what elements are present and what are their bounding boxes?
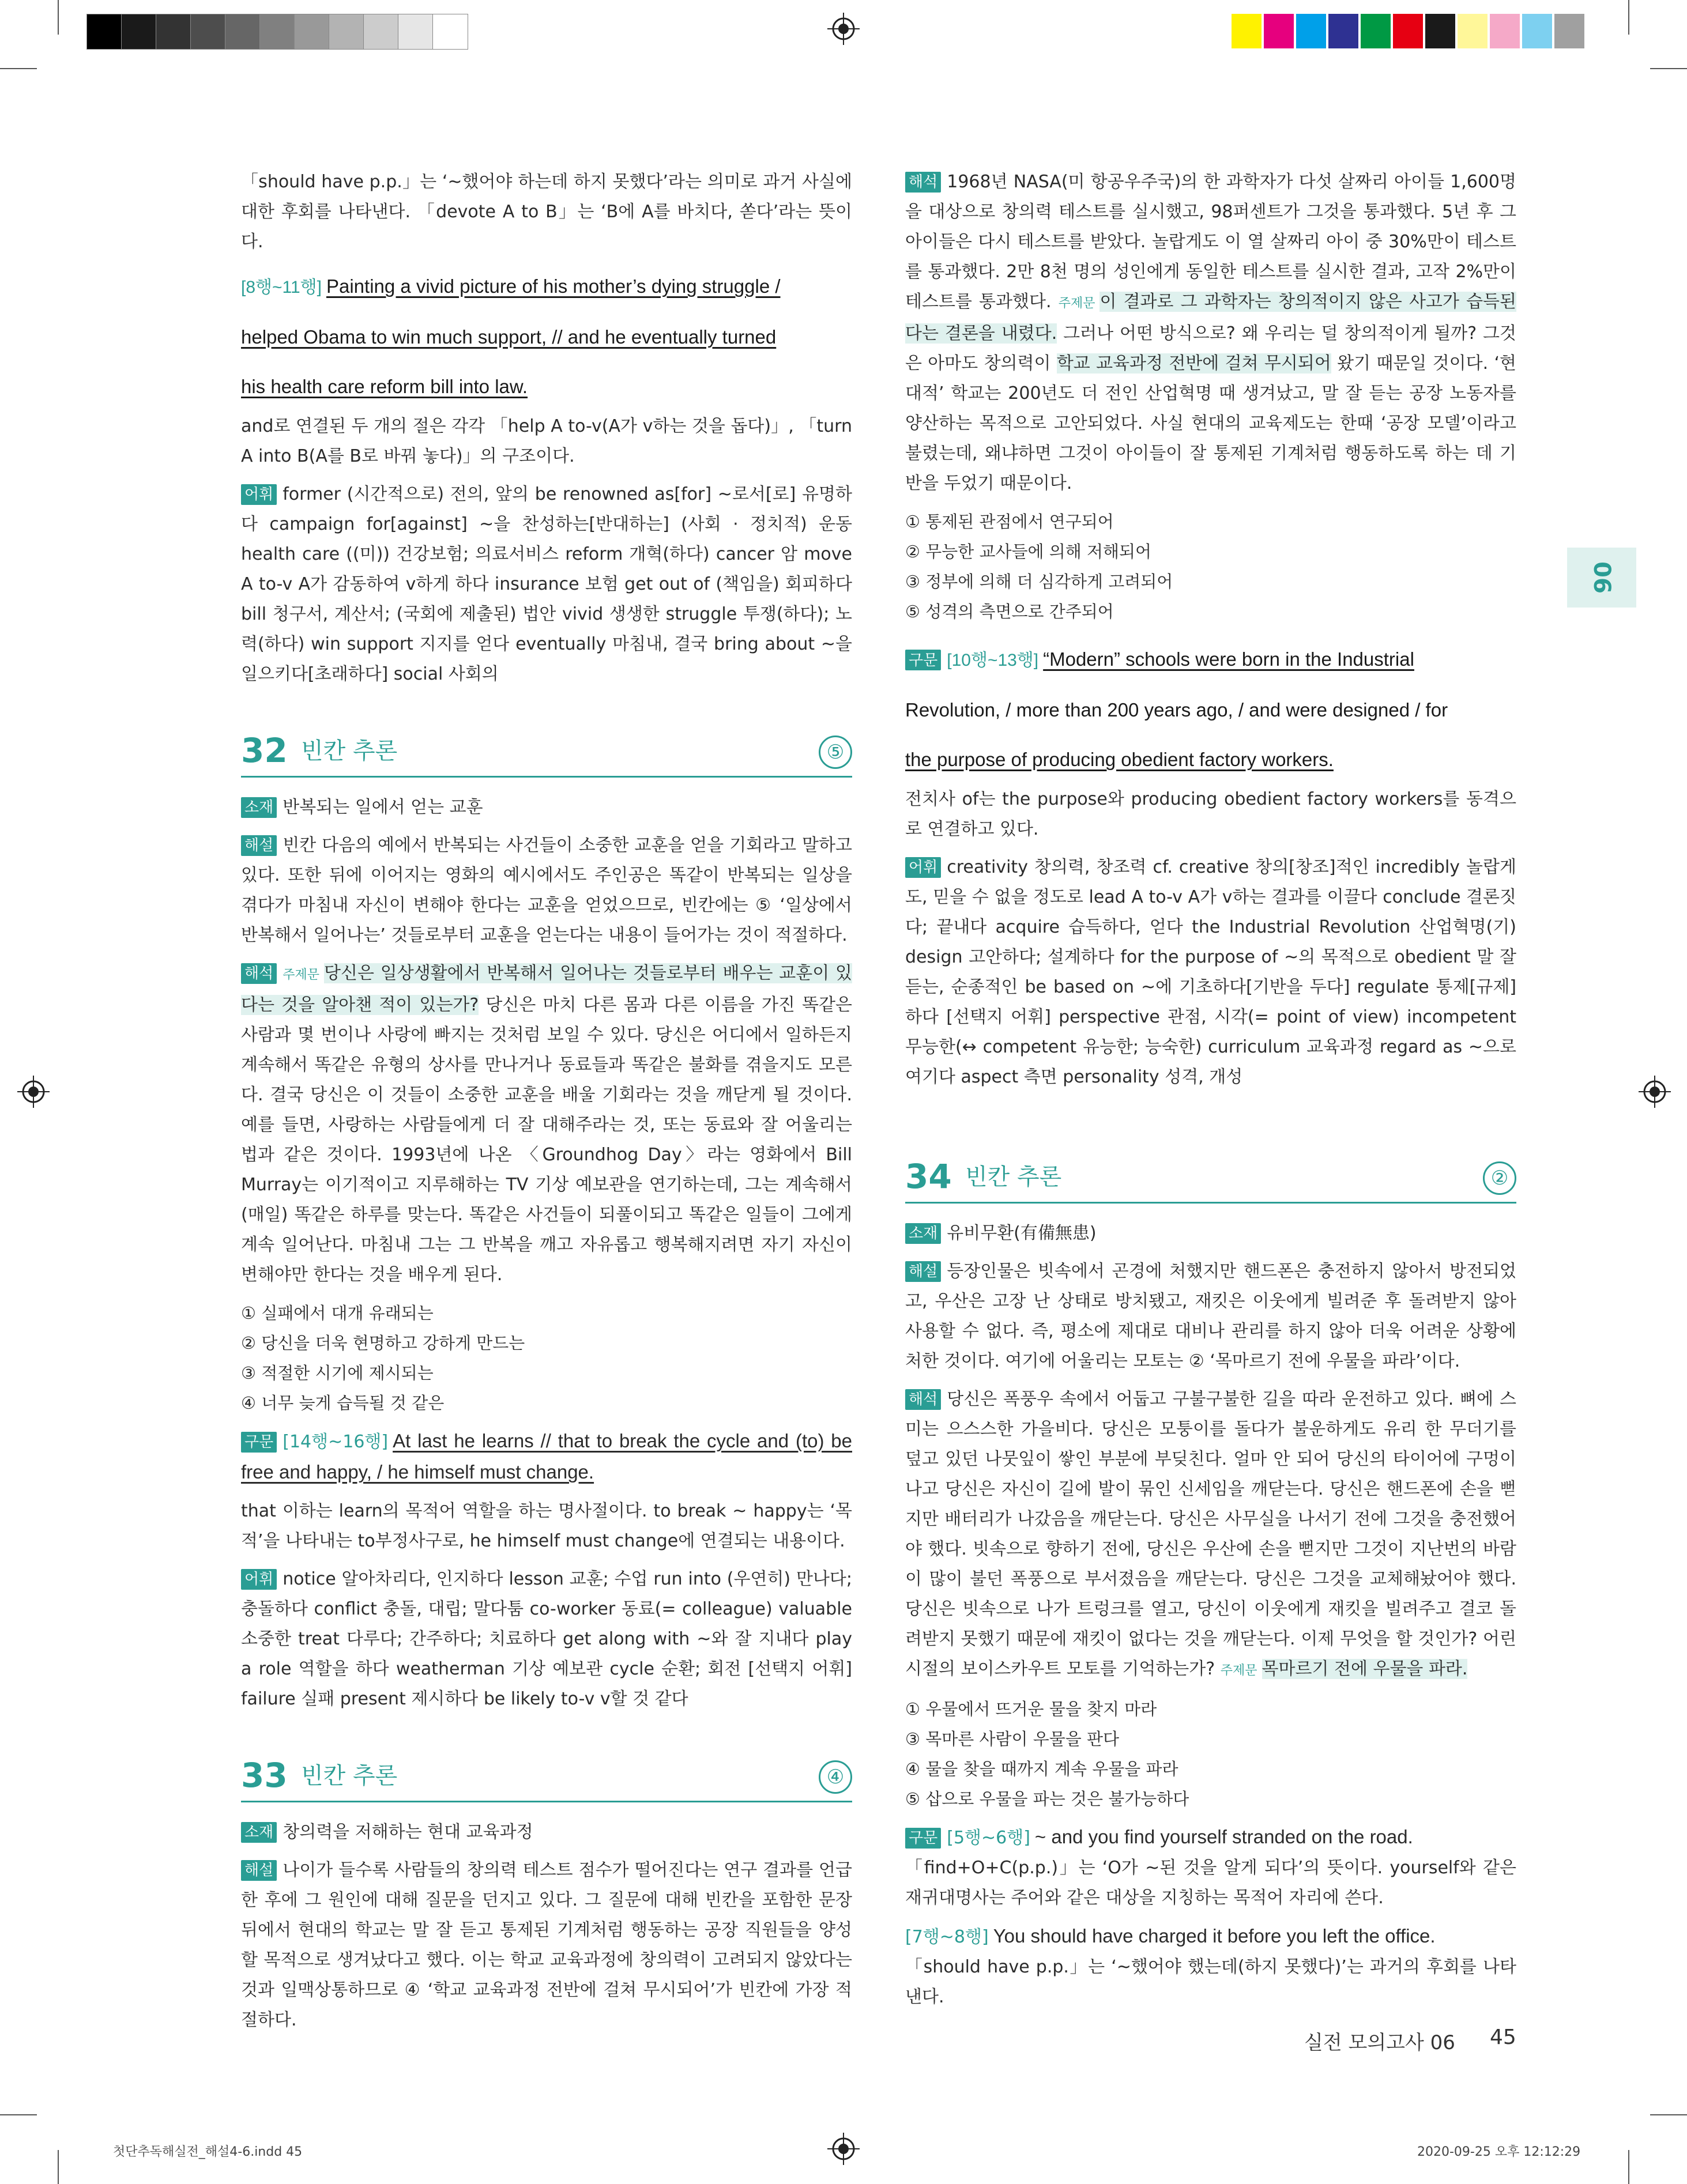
structure-line: the purpose of producing obedient factory workers. xyxy=(905,749,1334,770)
color-swatch xyxy=(1554,14,1584,48)
crop-mark xyxy=(1628,0,1629,35)
section-title: 빈칸 추론 xyxy=(965,1164,1062,1190)
section-title: 빈칸 추론 xyxy=(301,1763,398,1789)
option-list xyxy=(241,1298,852,1418)
right-column xyxy=(905,167,1516,2020)
crop-mark xyxy=(1650,2114,1687,2115)
structure-analysis-8-11 xyxy=(241,262,852,412)
answer-badge: ② xyxy=(1483,1161,1516,1195)
topic-line xyxy=(241,793,852,823)
registration-mark-bottom-icon xyxy=(827,2133,860,2165)
line-reference: [10행~13행] xyxy=(947,651,1039,670)
registration-mark-top-icon xyxy=(827,13,860,45)
grammar-explanation: 전치사 of는 the purpose와 producing obedient factory workers를 동격으로 연결하고 있다. xyxy=(905,789,1516,839)
grammar-explanation: 「should have p.p.」는 ‘~했어야 했는데(하지 못했다)’는 과거의 후회를 나타낸다. xyxy=(905,1957,1516,2007)
explanation-text: 빈칸 다음의 예에서 반복되는 사건들이 소중한 교훈을 얻을 기회라고 말하고 있다. 또한 뒤에 이어지는 영화의 예시에서도 주인공은 똑같이 반복되는 일상을 겪다가 마침내 자신이 변해야 한다는 교훈을 얻었으므로, 빈칸에는 ⑤ ‘일상에서 반복해서 일어나는’ 것들로부터 교훈을 얻는다는 내용이 들어가는 것이 적절하다. xyxy=(241,835,852,945)
topic-sentence-mark: 주제문 xyxy=(283,968,319,982)
registration-mark-right-icon xyxy=(1639,1076,1671,1108)
section-33-header xyxy=(241,1749,852,1802)
color-swatch xyxy=(1361,14,1391,48)
gray-swatch xyxy=(156,14,191,50)
structure-analysis-10-13 xyxy=(905,635,1516,784)
translation xyxy=(905,1385,1516,1686)
explanation-text: 등장인물은 빗속에서 곤경에 처했지만 핸드폰은 충전하지 않아서 방전되었고, 우산은 고장 난 상태로 방치됐고, 재킷은 이웃에게 빌려준 후 돌려받지 않아 사용할 수 없다. 즉, 평소에 제대로 대비나 관리를 하지 않아 더욱 어려운 상황에 처한 것이다. 여기에 어울리는 모토는 ② ‘목마르기 전에 우물을 파라’이다. xyxy=(905,1261,1516,1371)
translation-label: 해석 xyxy=(905,172,941,193)
intro-paragraph-2: and로 연결된 두 개의 절은 각각 「help A to-v(A가 v하는 것을 돕다)」, 「turn A into B(A를 B로 바꿔 놓다)」의 구조이다. xyxy=(241,416,852,466)
topic-sentence-mark: 주제문 xyxy=(1220,1664,1257,1678)
topic-label: 소재 xyxy=(905,1223,941,1244)
color-swatch xyxy=(1522,14,1552,48)
line-reference: [7행~8행] xyxy=(905,1927,989,1947)
structure-text: Painting a vivid picture of his mother’s dying struggle / xyxy=(326,276,781,297)
left-column xyxy=(241,167,852,2043)
option-list xyxy=(905,507,1516,627)
color-swatch xyxy=(1490,14,1520,48)
topic-label: 소재 xyxy=(241,797,277,818)
line-reference: [14행~16행] xyxy=(283,1432,389,1452)
print-slug-date: 2020-09-25 오후 12:12:29 xyxy=(1417,2145,1581,2159)
translation-text: 1968년 NASA(미 항공우주국)의 한 과학자가 다섯 살짜리 아이들 1,600명을 대상으로 창의력 테스트를 실시했고, 98퍼센트가 그것을 통과했다. 5년 후 그 아이들은 다시 테스트를 받았다. 놀랍게도 이 열 살짜리 아이 중 30%만이 테스트를 통과했다. 2만 8천 명의 성인에게 동일한 테스트를 실시한 결과, 고작 2%만이 테스트를 통과했다. xyxy=(905,172,1516,312)
translation-text: 왔기 때문일 것이다. ‘현대적’ 학교는 200년도 더 전인 산업혁명 때 생겨났고, 말 잘 듣는 공장 노동자를 양산하는 목적으로 고안되었다. 사실 현대의 교육제도는 한때 ‘공장 모델’이라고 불렸는데, 왜냐하면 그것이 아이들이 잘 통제된 기계처럼 행동하도록 하는 데 기반을 두었기 때문이다. xyxy=(905,353,1516,493)
vocab-label: 어휘 xyxy=(241,1569,277,1590)
structure-line: Revolution, / more than 200 years ago, / and were designed / for xyxy=(905,699,1448,721)
option-item: ⑤ 삽으로 우물을 파는 것은 불가능하다 xyxy=(905,1789,1189,1809)
explanation-text: 나이가 들수록 사람들의 창의력 테스트 점수가 떨어진다는 연구 결과를 언급한 후에 그 원인에 대해 질문을 던지고 있다. 그 질문에 대해 빈칸을 포함한 문장 뒤에서 현대의 학교는 말 잘 듣고 통제된 기계처럼 행동하는 공장 직원들을 양성할 목적으로 생겨났다고 했다. 이는 학교 교육과정에 창의력이 고려되지 않았다는 것과 일맥상통하므로 ④ ‘학교 교육과정 전반에 걸쳐 무시되어’가 빈칸에 가장 적절하다. xyxy=(241,1860,852,2030)
option-item: ⑤ 성격의 측면으로 간주되어 xyxy=(905,602,1114,621)
vocab-text: former (시간적으로) 전의, 앞의 be renowned as[for] ~로서[로] 유명하다 campaign for[against] ~을 찬성하는[반대하는] (사회 · 정치적) 운동 health care ((미)) 건강보험; 의료서비스 reform 개혁(하다) cancer 암 move A to-v A가 감동하여 v하게 하다 insurance 보험 get out of (책임을) 회피하다 bill 청구서, 계산서; (국회에 제출된) 법안 vivid 생생한 struggle 투쟁(하다); 노력(하다) win support 지지를 얻다 eventually 마침내, 결국 bring about ~을 일으키다[초래하다] social 사회의 xyxy=(241,484,852,684)
option-item: ② 무능한 교사들에 의해 저해되어 xyxy=(905,542,1152,561)
section-32-header xyxy=(241,724,852,778)
structure-line: his health care reform bill into law. xyxy=(241,376,528,397)
translation-text: 당신은 마치 다른 몸과 다른 이름을 가진 똑같은 사람과 몇 번이나 사랑에 빠지는 것처럼 보일 수 있다. 당신은 어디에서 일하든지 계속해서 똑같은 유형의 상사를 만나거나 동료들과 똑같은 불화를 겪을지도 모른다. 결국 당신은 이 것들이 소중한 교훈을 배울 기회라는 것을 깨닫게 될 것이다. 예를 들면, 사랑하는 사람들에게 더 잘 대해주라는 것, 또는 동료와 잘 어울리는 법과 같은 것이다. 1993년에 나온 〈Groundhog Day〉라는 영화에서 Bill Murray는 이기적이고 지루해하는 TV 기상 예보관을 연기하는데, 그는 계속해서 (매일) 똑같은 하루를 맞는다. 똑같은 사건들이 되풀이되고 똑같은 일들이 그에게 계속 일어난다. 마침내 그는 그 반복을 깨고 자유롭고 행복해지려면 자기 자신이 변해야만 한다는 것을 배우게 된다. xyxy=(241,995,852,1285)
explanation-label: 해설 xyxy=(905,1261,941,1282)
gray-swatch xyxy=(363,14,399,50)
color-swatch xyxy=(1264,14,1294,48)
line-reference: [8행~11행] xyxy=(241,278,322,297)
option-item: ④ 너무 늦게 습득될 것 같은 xyxy=(241,1393,445,1413)
gray-swatch xyxy=(86,14,122,50)
crop-mark xyxy=(0,68,37,69)
structure-line xyxy=(905,635,1516,685)
translation xyxy=(241,959,852,1290)
crop-mark xyxy=(1628,2150,1629,2184)
vocab-block xyxy=(241,1564,852,1714)
vocab-label: 어휘 xyxy=(905,857,941,878)
grammar-label: 구문 xyxy=(241,1432,277,1453)
gray-swatch xyxy=(190,14,226,50)
grammar-sentence: You should have charged it before you left the office. xyxy=(993,1925,1436,1947)
topic-label: 소재 xyxy=(241,1822,277,1843)
translation-label: 해석 xyxy=(905,1389,941,1410)
gray-swatch xyxy=(225,14,261,50)
section-34-header xyxy=(905,1150,1516,1204)
structure-line xyxy=(241,262,852,312)
page-number: 45 xyxy=(1490,2025,1516,2049)
grammar-explanation: that 이하는 learn의 목적어 역할을 하는 명사절이다. to break ~ happy는 ‘목적’을 나타내는 to부정사구로, he himself must change에 연결되는 내용이다. xyxy=(241,1501,852,1551)
color-swatch xyxy=(1232,14,1262,48)
gray-swatch xyxy=(329,14,364,50)
answer-badge: ④ xyxy=(819,1760,852,1794)
explanation xyxy=(905,1257,1516,1376)
crop-mark xyxy=(58,2150,59,2184)
translation-label: 해석 xyxy=(241,963,277,984)
translation-text: 그러나 어떤 방식으로? 왜 우리는 덜 창의적이게 될까? 그것은 아마도 창의력이 xyxy=(905,323,1517,374)
option-item: ③ 적절한 시기에 제시되는 xyxy=(241,1363,434,1383)
topic-line xyxy=(241,1817,852,1847)
color-swatch xyxy=(1425,14,1455,48)
answer-badge: ⑤ xyxy=(819,735,852,769)
grammar-label: 구문 xyxy=(905,1828,941,1849)
registration-mark-left-icon xyxy=(17,1076,50,1108)
highlighted-phrase: 학교 교육과정 전반에 걸쳐 무시되어 xyxy=(1056,353,1331,374)
intro-paragraph: 「should have p.p.」는 ‘~했어야 하는데 하지 못했다’라는 의미로 과거 사실에 대한 후회를 나타낸다. 「devote A to B」는 ‘B에 A를 바치다, 쏟다’라는 뜻이다. xyxy=(241,172,852,252)
section-title: 빈칸 추론 xyxy=(301,738,398,764)
topic-sentence-mark: 주제문 xyxy=(1058,296,1095,311)
grammar-sentence: ~ and you find yourself stranded on the road. xyxy=(1034,1826,1413,1847)
option-item: ① 실패에서 대개 유래되는 xyxy=(241,1303,434,1323)
explanation-label: 해설 xyxy=(241,835,277,856)
gray-swatch xyxy=(259,14,295,50)
grammar-note xyxy=(905,1822,1516,1853)
explanation xyxy=(241,831,852,950)
crop-mark xyxy=(0,2114,37,2115)
grammar-note xyxy=(241,1426,852,1488)
structure-text: “Modern” schools were born in the Industrial xyxy=(1043,648,1414,670)
translation-text: 당신은 폭풍우 속에서 어둡고 구불구불한 길을 따라 운전하고 있다. 뼈에 스미는 으스스한 가을비다. 당신은 모퉁이를 돌다가 불운하게도 유리 한 무더기를 덮고 있던 나뭇잎이 쌓인 부분에 부딪친다. 얼마 안 되어 당신의 타이어에 구멍이 나고 당신은 자신이 길에 발이 묶인 신세임을 깨닫는다. 당신은 핸드폰에 손을 뻗지만 배터리가 나갔음을 깨닫는다. 당신은 사무실을 나서기 전에 그것을 충전했어야 했다. 빗속으로 향하기 전에, 당신은 우산에 손을 뻗지만 그것이 지난번의 바람이 많이 불던 폭풍으로 부서졌음을 깨닫는다. 당신은 그것을 교체해놨어야 했다. 당신은 빗속으로 나가 트렁크를 열고, 당신이 이웃에게 재킷을 빌려주고 결코 돌려받지 못했기 때문에 재킷이 없다는 것을 깨닫는다. 이제 무엇을 할 것인가? 어린 시절의 보이스카우트 모토를 기억하는가? xyxy=(905,1389,1516,1679)
structure-line: helped Obama to win much support, // and he eventually turned xyxy=(241,326,777,348)
color-swatch xyxy=(1296,14,1326,48)
grammar-explanation: 「find+O+C(p.p.)」는 ‘O가 ~된 것을 알게 되다’의 뜻이다. yourself와 같은 재귀대명사는 주어와 같은 대상을 지칭하는 목적어 자리에 쓴다. xyxy=(905,1858,1516,1908)
highlighted-sentence: 당신은 일상생활에서 반복해서 일어나는 것들로부터 배우는 교훈이 있다는 것을 알아챈 적이 있는가? xyxy=(241,963,852,1015)
vocab-text: notice 알아차리다, 인지하다 lesson 교훈; 수업 run into (우연히) 만나다; 충돌하다 conflict 충돌, 대립; 말다툼 co-worker 동료(= colleague) valuable 소중한 treat 다루다; 간주하다; 치료하다 get along with ~와 잘 지내다 play a role 역할을 하다 weatherman 기상 예보관 cycle 순환; 회전 [선택지 어휘] failure 실패 present 제시하다 be likely to-v v할 것 같다 xyxy=(241,1569,852,1709)
highlighted-sentence: 목마르기 전에 우물을 파라. xyxy=(1262,1659,1468,1679)
explanation-label: 해설 xyxy=(241,1860,277,1881)
color-swatch xyxy=(1458,14,1488,48)
option-item: ① 우물에서 뜨거운 물을 찾지 마라 xyxy=(905,1699,1157,1719)
color-swatch xyxy=(1393,14,1423,48)
footer-title: 실전 모의고사 06 xyxy=(1304,2031,1455,2054)
gray-swatch xyxy=(121,14,157,50)
topic-text: 반복되는 일에서 얻는 교훈 xyxy=(283,797,483,817)
crop-mark xyxy=(58,0,59,35)
vocab-text: creativity 창의력, 창조력 cf. creative 창의[창조]적인 incredibly 놀랍게도, 믿을 수 없을 정도로 lead A to-v A가 v하는 결과를 이끌다 conclude 결론짓다; 끝내다 acquire 습득하다, 얻다 the Industrial Revolution 산업혁명(기) design 고안하다; 설계하다 for the purpose of ~의 목적으로 obedient 말 잘 듣는, 순종적인 be based on ~에 기초하다[기반을 두다] regulate 통제[규제]하다 [선택지 어휘] perspective 관점, 시각(= point of view) incompetent 무능한(↔ competent 유능한; 능숙한) curriculum 교육과정 regard as ~으로 여기다 aspect 측면 personality 성격, 개성 xyxy=(905,857,1516,1087)
option-item: ① 통제된 관점에서 연구되어 xyxy=(905,512,1114,531)
grammar-note xyxy=(905,1921,1516,1952)
option-list xyxy=(905,1694,1516,1814)
vocab-label: 어휘 xyxy=(241,484,277,505)
topic-line xyxy=(905,1219,1516,1248)
option-item: ③ 정부에 의해 더 심각하게 고려되어 xyxy=(905,572,1173,591)
grammar-sentence: At last he learns // that to break the cycle and (to) be free and happy, / he himself must change. xyxy=(241,1430,852,1483)
topic-text: 창의력을 저해하는 현대 교육과정 xyxy=(283,1822,533,1842)
print-slug-file: 첫단추독해실전_해설4-6.indd 45 xyxy=(113,2145,303,2159)
vocab-block xyxy=(241,480,852,689)
color-swatch xyxy=(1328,14,1358,48)
vocab-block xyxy=(905,853,1516,1092)
gray-swatch xyxy=(398,14,434,50)
option-item: ④ 물을 찾을 때까지 계속 우물을 파라 xyxy=(905,1759,1178,1779)
gray-swatch xyxy=(294,14,330,50)
highlighted-sentence: 이 결과로 그 과학자는 창의적이지 않은 사고가 습득된다는 결론을 내렸다. xyxy=(905,292,1517,344)
section-number: 32 xyxy=(241,731,288,770)
option-item: ② 당신을 더욱 현명하고 강하게 만드는 xyxy=(241,1333,525,1353)
line-reference: [5행~6행] xyxy=(947,1828,1030,1848)
section-number: 34 xyxy=(905,1157,952,1196)
topic-text: 유비무환(有備無患) xyxy=(947,1223,1097,1243)
translation xyxy=(905,167,1516,499)
grammar-label: 구문 xyxy=(905,650,941,670)
crop-mark xyxy=(1650,68,1687,69)
section-number: 33 xyxy=(241,1756,288,1795)
option-item: ③ 목마른 사람이 우물을 판다 xyxy=(905,1729,1120,1749)
gray-swatch xyxy=(432,14,468,50)
explanation xyxy=(241,1855,852,2035)
section-side-tab: 06 xyxy=(1567,548,1636,608)
